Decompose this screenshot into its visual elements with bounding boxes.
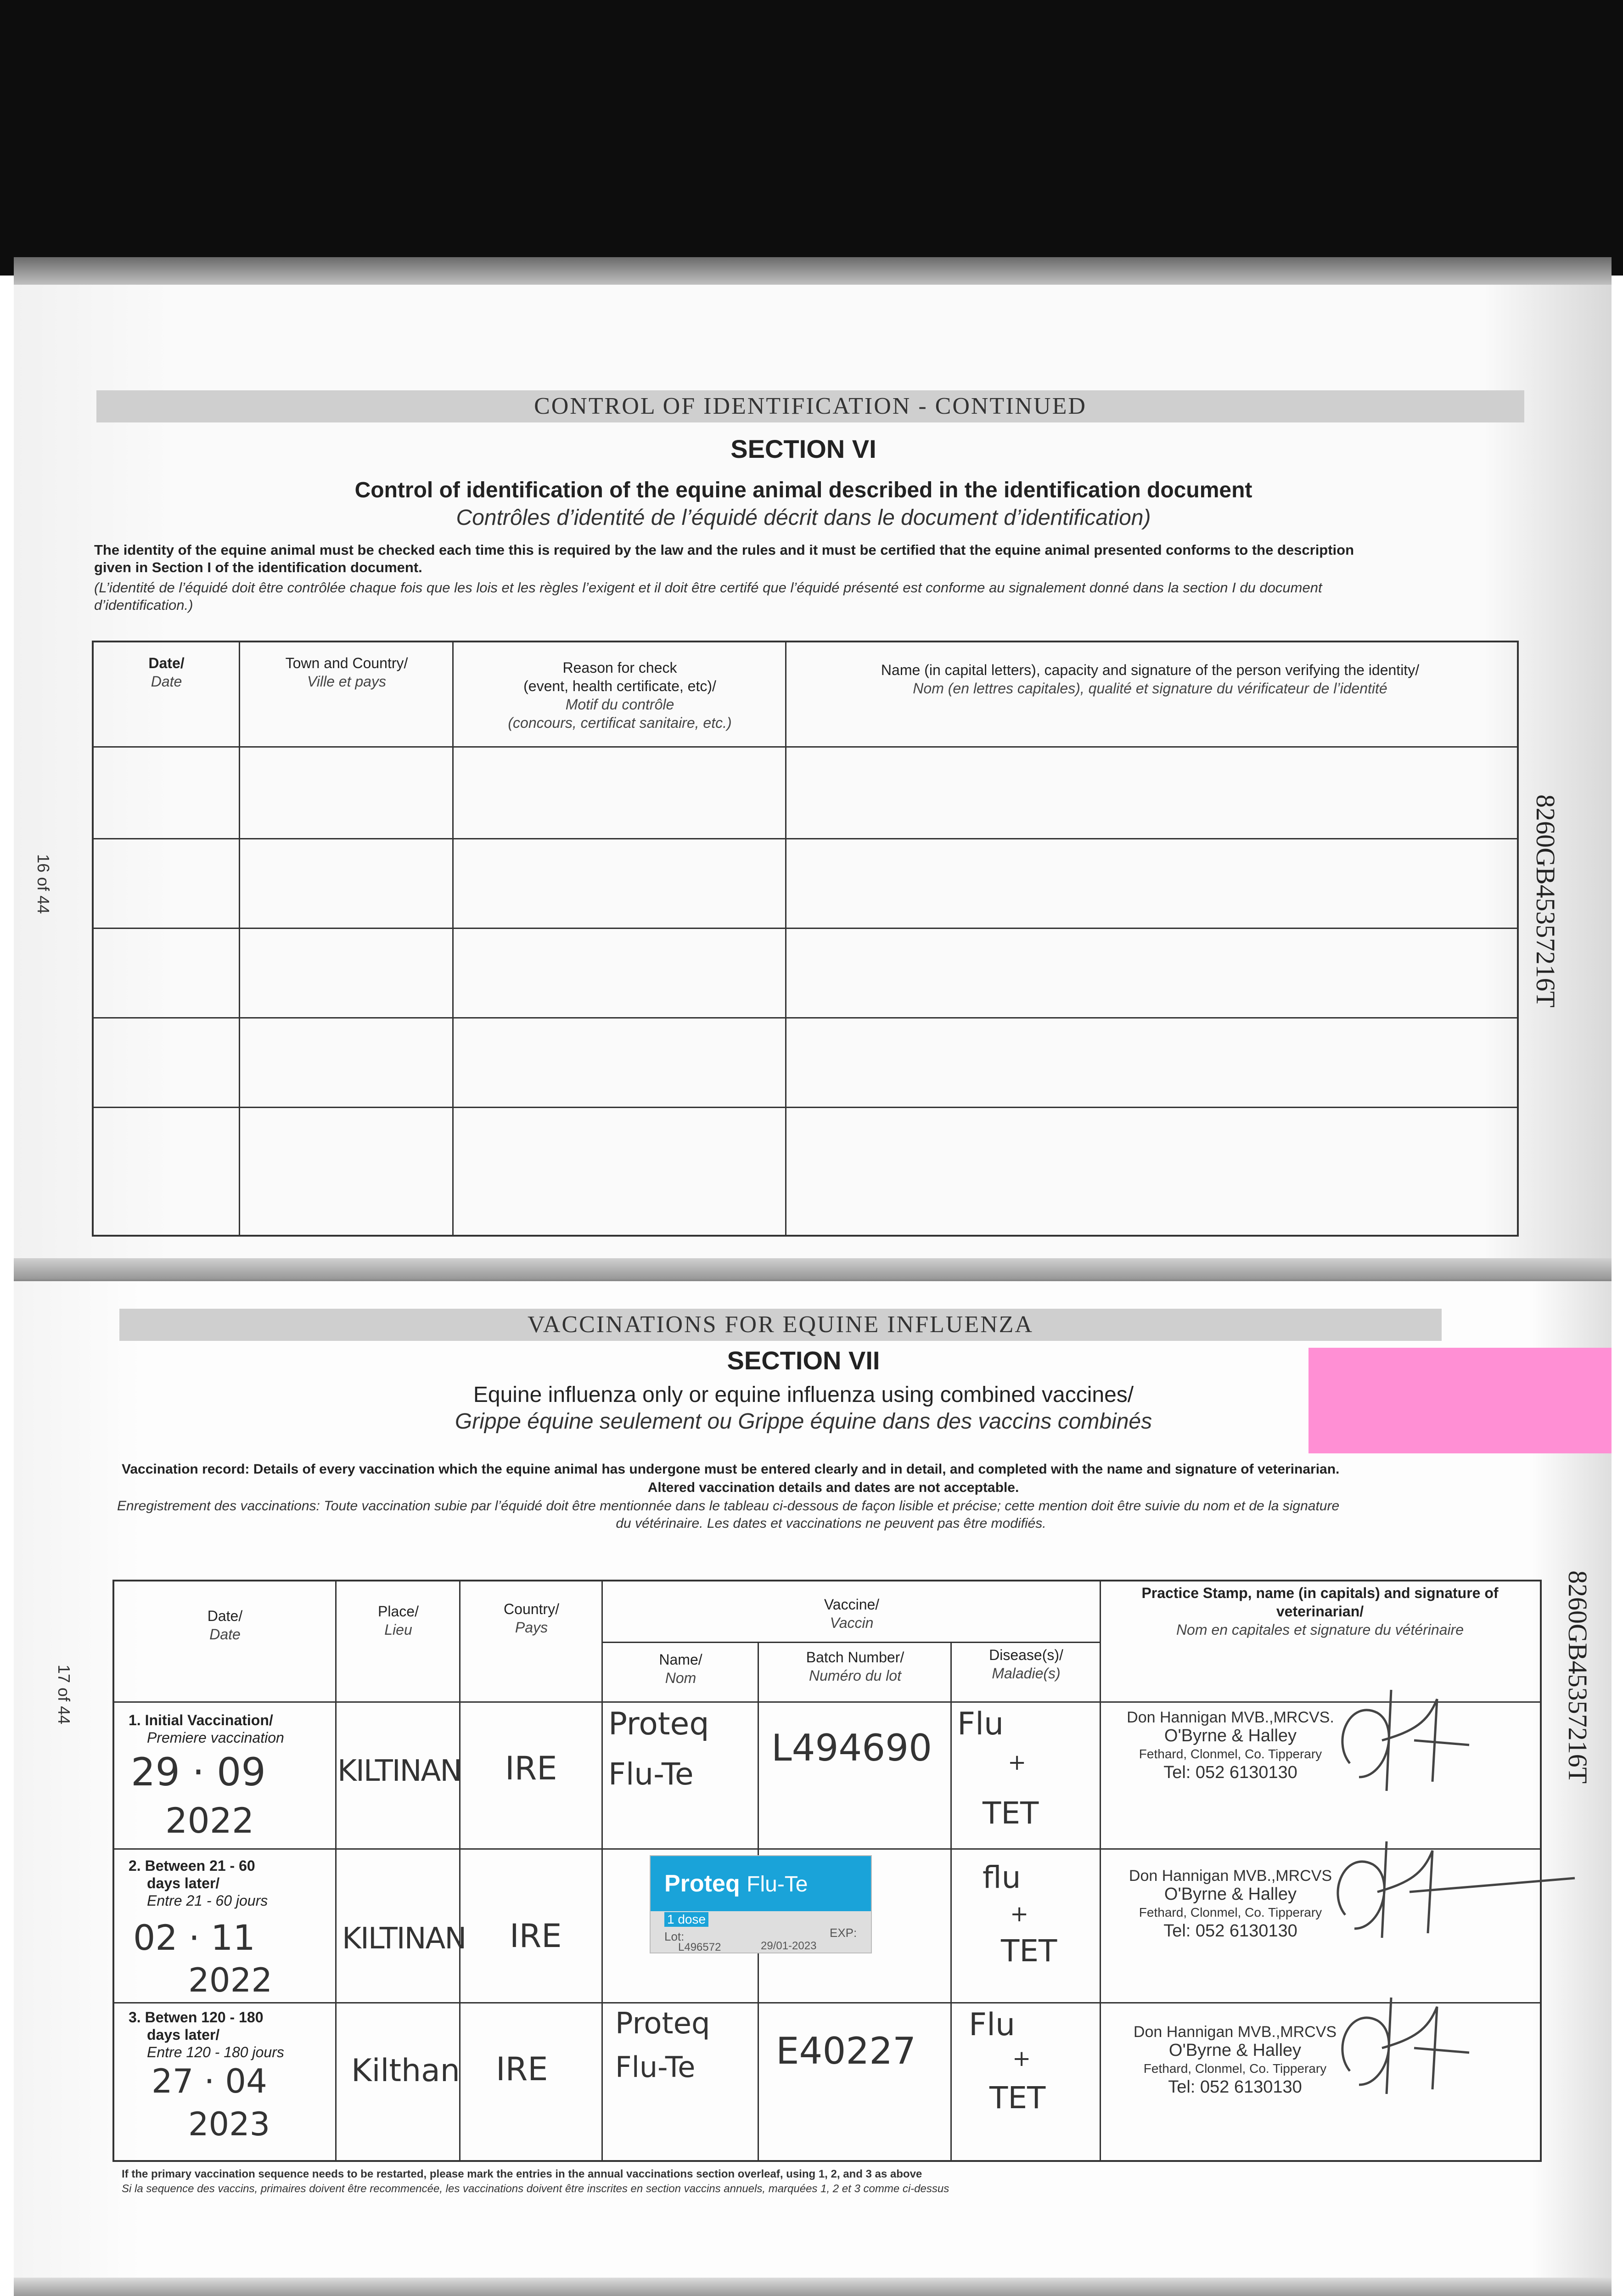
row1-vaccine-name-2: Flu-Te <box>608 1756 694 1792</box>
section6-subtitle-en: Control of identification of the equine animal described in the identification document <box>354 478 1252 502</box>
row3-disease-1: Flu <box>969 2007 1016 2043</box>
vaccine-sticker-exp: 29/01-2023 <box>761 1940 817 1952</box>
scan-bottom-edge <box>14 2278 1612 2296</box>
row3-date-day-month: 27 · 04 <box>152 2062 267 2100</box>
vcol-date-fr: Date <box>209 1626 241 1643</box>
vaccine-sticker-lot-label: Lot: <box>664 1930 685 1943</box>
section7-subtitle-en: Equine influenza only or equine influenza using combined vaccines/ <box>473 1383 1134 1407</box>
stamp-address: Fethard, Clonmel, Co. Tipperary <box>1139 1747 1322 1761</box>
vcol-disease-en: Disease(s)/ <box>989 1647 1063 1663</box>
scan-background-top <box>0 0 1623 276</box>
row2-country: IRE <box>510 1917 562 1955</box>
section6-subtitle-fr: Contrôles d’identité de l’équidé décrit dans le document d’identification) <box>456 506 1151 530</box>
row3-vaccine-name-2: Flu-Te <box>615 2050 696 2084</box>
page-number-16: 16 of 44 <box>34 854 53 914</box>
footnote-en: If the primary vaccination sequence needs to be restarted, please mark the entries in the annual vaccinations section overleaf, using 1, 2, and 3 as above <box>122 2168 922 2180</box>
vcol-place-en: Place/ <box>378 1603 419 1620</box>
col-town-en: Town and Country/ <box>285 655 408 671</box>
row1-batch: L494690 <box>771 1727 932 1769</box>
vet-signature-row2 <box>1318 1828 1593 1947</box>
vcol-vaccine-en: Vaccine/ <box>824 1596 880 1613</box>
col-reason-en: Reason for check <box>562 659 677 676</box>
vcol-disease-fr: Maladie(s) <box>992 1665 1061 1682</box>
record-fr-2: du vétérinaire. Les dates et vaccinations ne peuvent pas être modifiés. <box>616 1516 1046 1531</box>
stamp-name: Don Hannigan MVB.,MRCVS <box>1133 2023 1337 2041</box>
stamp-name: Don Hannigan MVB.,MRCVS <box>1129 1867 1332 1885</box>
vacc-col-divider <box>950 1642 952 2160</box>
row1-date-day-month: 29 · 09 <box>131 1750 266 1795</box>
section6-intro-en-2: given in Section I of the identification document. <box>94 559 422 575</box>
stamp-practice: O'Byrne & Halley <box>1168 2041 1302 2060</box>
row3-place: Kilthan <box>351 2053 460 2089</box>
row2-disease-plus: + <box>1010 1901 1029 1927</box>
row3-batch: E40227 <box>776 2030 916 2072</box>
row3-label-en: 3. Betwen 120 - 180 <box>129 2009 264 2026</box>
passport-id-side-1: 8260GB45357216T <box>1531 794 1561 1007</box>
section6-table <box>92 641 1519 1237</box>
row1-label-en: 1. Initial Vaccination/ <box>129 1712 273 1728</box>
vcol-date-en: Date/ <box>207 1608 243 1624</box>
stamp-address: Fethard, Clonmel, Co. Tipperary <box>1143 2061 1327 2076</box>
row1-disease-1: Flu <box>957 1706 1004 1742</box>
vacc-col-divider <box>1100 1580 1101 2160</box>
row1-vaccine-name-1: Proteq <box>608 1706 709 1742</box>
row3-date-year: 2023 <box>188 2105 270 2143</box>
vcol-stamp-en2: veterinarian/ <box>1276 1603 1364 1620</box>
vcol-stamp-en: Practice Stamp, name (in capitals) and signature of <box>1141 1585 1499 1601</box>
vet-stamp-row3 <box>1120 2023 1350 2096</box>
section6-col-divider <box>452 641 454 1235</box>
section7-banner: VACCINATIONS FOR EQUINE INFLUENZA <box>119 1309 1442 1341</box>
row3-country: IRE <box>496 2050 548 2088</box>
vcol-country-fr: Pays <box>515 1619 548 1636</box>
row2-date-day-month: 02 · 11 <box>133 1917 255 1958</box>
col-town-fr: Ville et pays <box>307 673 386 690</box>
vet-signature-row1 <box>1322 1671 1478 1809</box>
col-reason-fr: Motif du contrôle <box>565 696 674 713</box>
section6-row-divider <box>92 746 1517 748</box>
record-en-2: Altered vaccination details and dates are not acceptable. <box>647 1480 1019 1495</box>
section6-intro-en-1: The identity of the equine animal must be checked each time this is required by the law and the rules and it must be certified that the equine animal presented conforms to the description <box>94 542 1354 558</box>
row2-label-fr: Entre 21 - 60 jours <box>147 1892 268 1909</box>
vaccine-sticker-product: Flu-Te <box>747 1872 808 1896</box>
row2-disease-2: TET <box>1001 1933 1057 1969</box>
stamp-practice: O'Byrne & Halley <box>1164 1726 1297 1745</box>
col-date-en: Date/ <box>148 655 185 671</box>
row1-place: KILTINAN <box>337 1754 461 1788</box>
vacc-row-divider <box>601 1642 1101 1643</box>
vaccine-sticker-brand: Proteq Flu-Te <box>664 1870 808 1897</box>
vcol-vaccine-fr: Vaccin <box>830 1615 874 1631</box>
col-verifier-fr: Nom (en lettres capitales), qualité et signature du vérificateur de l’identité <box>913 680 1387 697</box>
stamp-practice: O'Byrne & Halley <box>1164 1885 1297 1904</box>
row2-place: KILTINAN <box>342 1922 466 1956</box>
row3-disease-plus: + <box>1012 2046 1031 2071</box>
col-date-fr: Date <box>151 673 182 690</box>
footnote-fr: Si la sequence des vaccins, primaires doivent être recommencée, les vaccinations doivent être inscrites en section vaccins annuels, marquées 1, 2 et 3 comme ci-dessus <box>122 2183 949 2195</box>
section6-row-divider <box>92 1017 1517 1019</box>
row2-label-en2: days later/ <box>147 1875 220 1891</box>
vcol-place-fr: Lieu <box>384 1621 412 1638</box>
record-en-1: Details of every vaccination which the equine animal has undergone must be entered clearly and in detail, and completed with the name and signature of veterinarian. <box>253 1462 1340 1477</box>
vacc-col-divider <box>601 1580 603 2160</box>
stamp-phone: Tel: 052 6130130 <box>1168 2077 1302 2097</box>
col-reason-en2: (event, health certificate, etc)/ <box>523 678 716 694</box>
stamp-phone: Tel: 052 6130130 <box>1163 1763 1297 1782</box>
record-fr-1: Enregistrement des vaccinations: Toute vaccination subie par l’équidé doit être mentionnée dans le tableau ci-dessous de façon lisible et précise; cette mention doit être suivie du nom et de la signature <box>117 1498 1340 1514</box>
vcol-stamp-fr: Nom en capitales et signature du vétérinaire <box>1176 1621 1464 1638</box>
vet-signature-row3 <box>1322 1984 1478 2103</box>
vcol-batch-fr: Numéro du lot <box>809 1667 901 1684</box>
record-lead: Vaccination record: <box>122 1462 250 1477</box>
section6-col-divider <box>239 641 240 1235</box>
vcol-batch-en: Batch Number/ <box>806 1649 904 1666</box>
row2-date-year: 2022 <box>188 1961 273 1999</box>
stamp-address: Fethard, Clonmel, Co. Tipperary <box>1139 1905 1322 1919</box>
row3-vaccine-name-1: Proteq <box>615 2007 710 2041</box>
section6-row-divider <box>92 838 1517 839</box>
vet-stamp-row2 <box>1116 1867 1345 1940</box>
section6-banner: CONTROL OF IDENTIFICATION - CONTINUED <box>96 390 1524 422</box>
vaccine-sticker-exp-label: EXP: <box>830 1926 857 1940</box>
row3-label-en2: days later/ <box>147 2026 220 2043</box>
col-reason-fr2: (concours, certificat sanitaire, etc.) <box>508 715 732 731</box>
row2-label-en: 2. Between 21 - 60 <box>129 1857 255 1874</box>
section6-row-divider <box>92 1107 1517 1108</box>
section7-subtitle-fr: Grippe équine seulement ou Grippe équine dans des vaccins combinés <box>455 1409 1152 1434</box>
row3-label-fr: Entre 120 - 180 jours <box>147 2044 284 2060</box>
passport-id-side-2: 8260GB45357216T <box>1563 1570 1593 1784</box>
vaccine-sticker-dose: 1 dose <box>664 1912 708 1927</box>
section7-title: SECTION VII <box>727 1346 880 1375</box>
stamp-phone: Tel: 052 6130130 <box>1163 1921 1297 1941</box>
section6-col-divider <box>785 641 786 1235</box>
vaccine-sticker-lot: L496572 <box>678 1941 721 1953</box>
stamp-name: Don Hannigan MVB.,MRCVS. <box>1127 1709 1334 1726</box>
row1-country: IRE <box>505 1750 557 1787</box>
row3-disease-2: TET <box>989 2080 1046 2116</box>
vcol-name-en: Name/ <box>659 1651 702 1668</box>
vet-stamp-row1 <box>1116 1708 1345 1782</box>
vaccine-sticker-label <box>650 1855 872 1953</box>
row1-disease-plus: + <box>1008 1750 1027 1775</box>
section6-row-divider <box>92 928 1517 929</box>
vcol-name-fr: Nom <box>665 1670 696 1686</box>
row1-disease-2: TET <box>983 1795 1039 1831</box>
row1-date-year: 2022 <box>165 1800 254 1841</box>
col-verifier-en: Name (in capital letters), capacity and signature of the person verifying the identity/ <box>881 662 1420 678</box>
vcol-country-en: Country/ <box>504 1601 559 1617</box>
section6-intro-fr-2: d’identification.) <box>94 597 193 613</box>
section6-intro-fr-1: (L’identité de l’équidé doit être contrôlée chaque fois que les lois et les règles l’exigent et il doit être certifé que l’équidé présenté est conforme au signalement donné dans la section I du document <box>94 580 1322 596</box>
row1-label-fr: Premiere vaccination <box>147 1729 284 1746</box>
row2-disease-1: flu <box>983 1860 1021 1895</box>
page-number-17: 17 of 44 <box>55 1665 73 1725</box>
vacc-col-divider <box>335 1580 337 2160</box>
section6-title: SECTION VI <box>730 434 876 463</box>
